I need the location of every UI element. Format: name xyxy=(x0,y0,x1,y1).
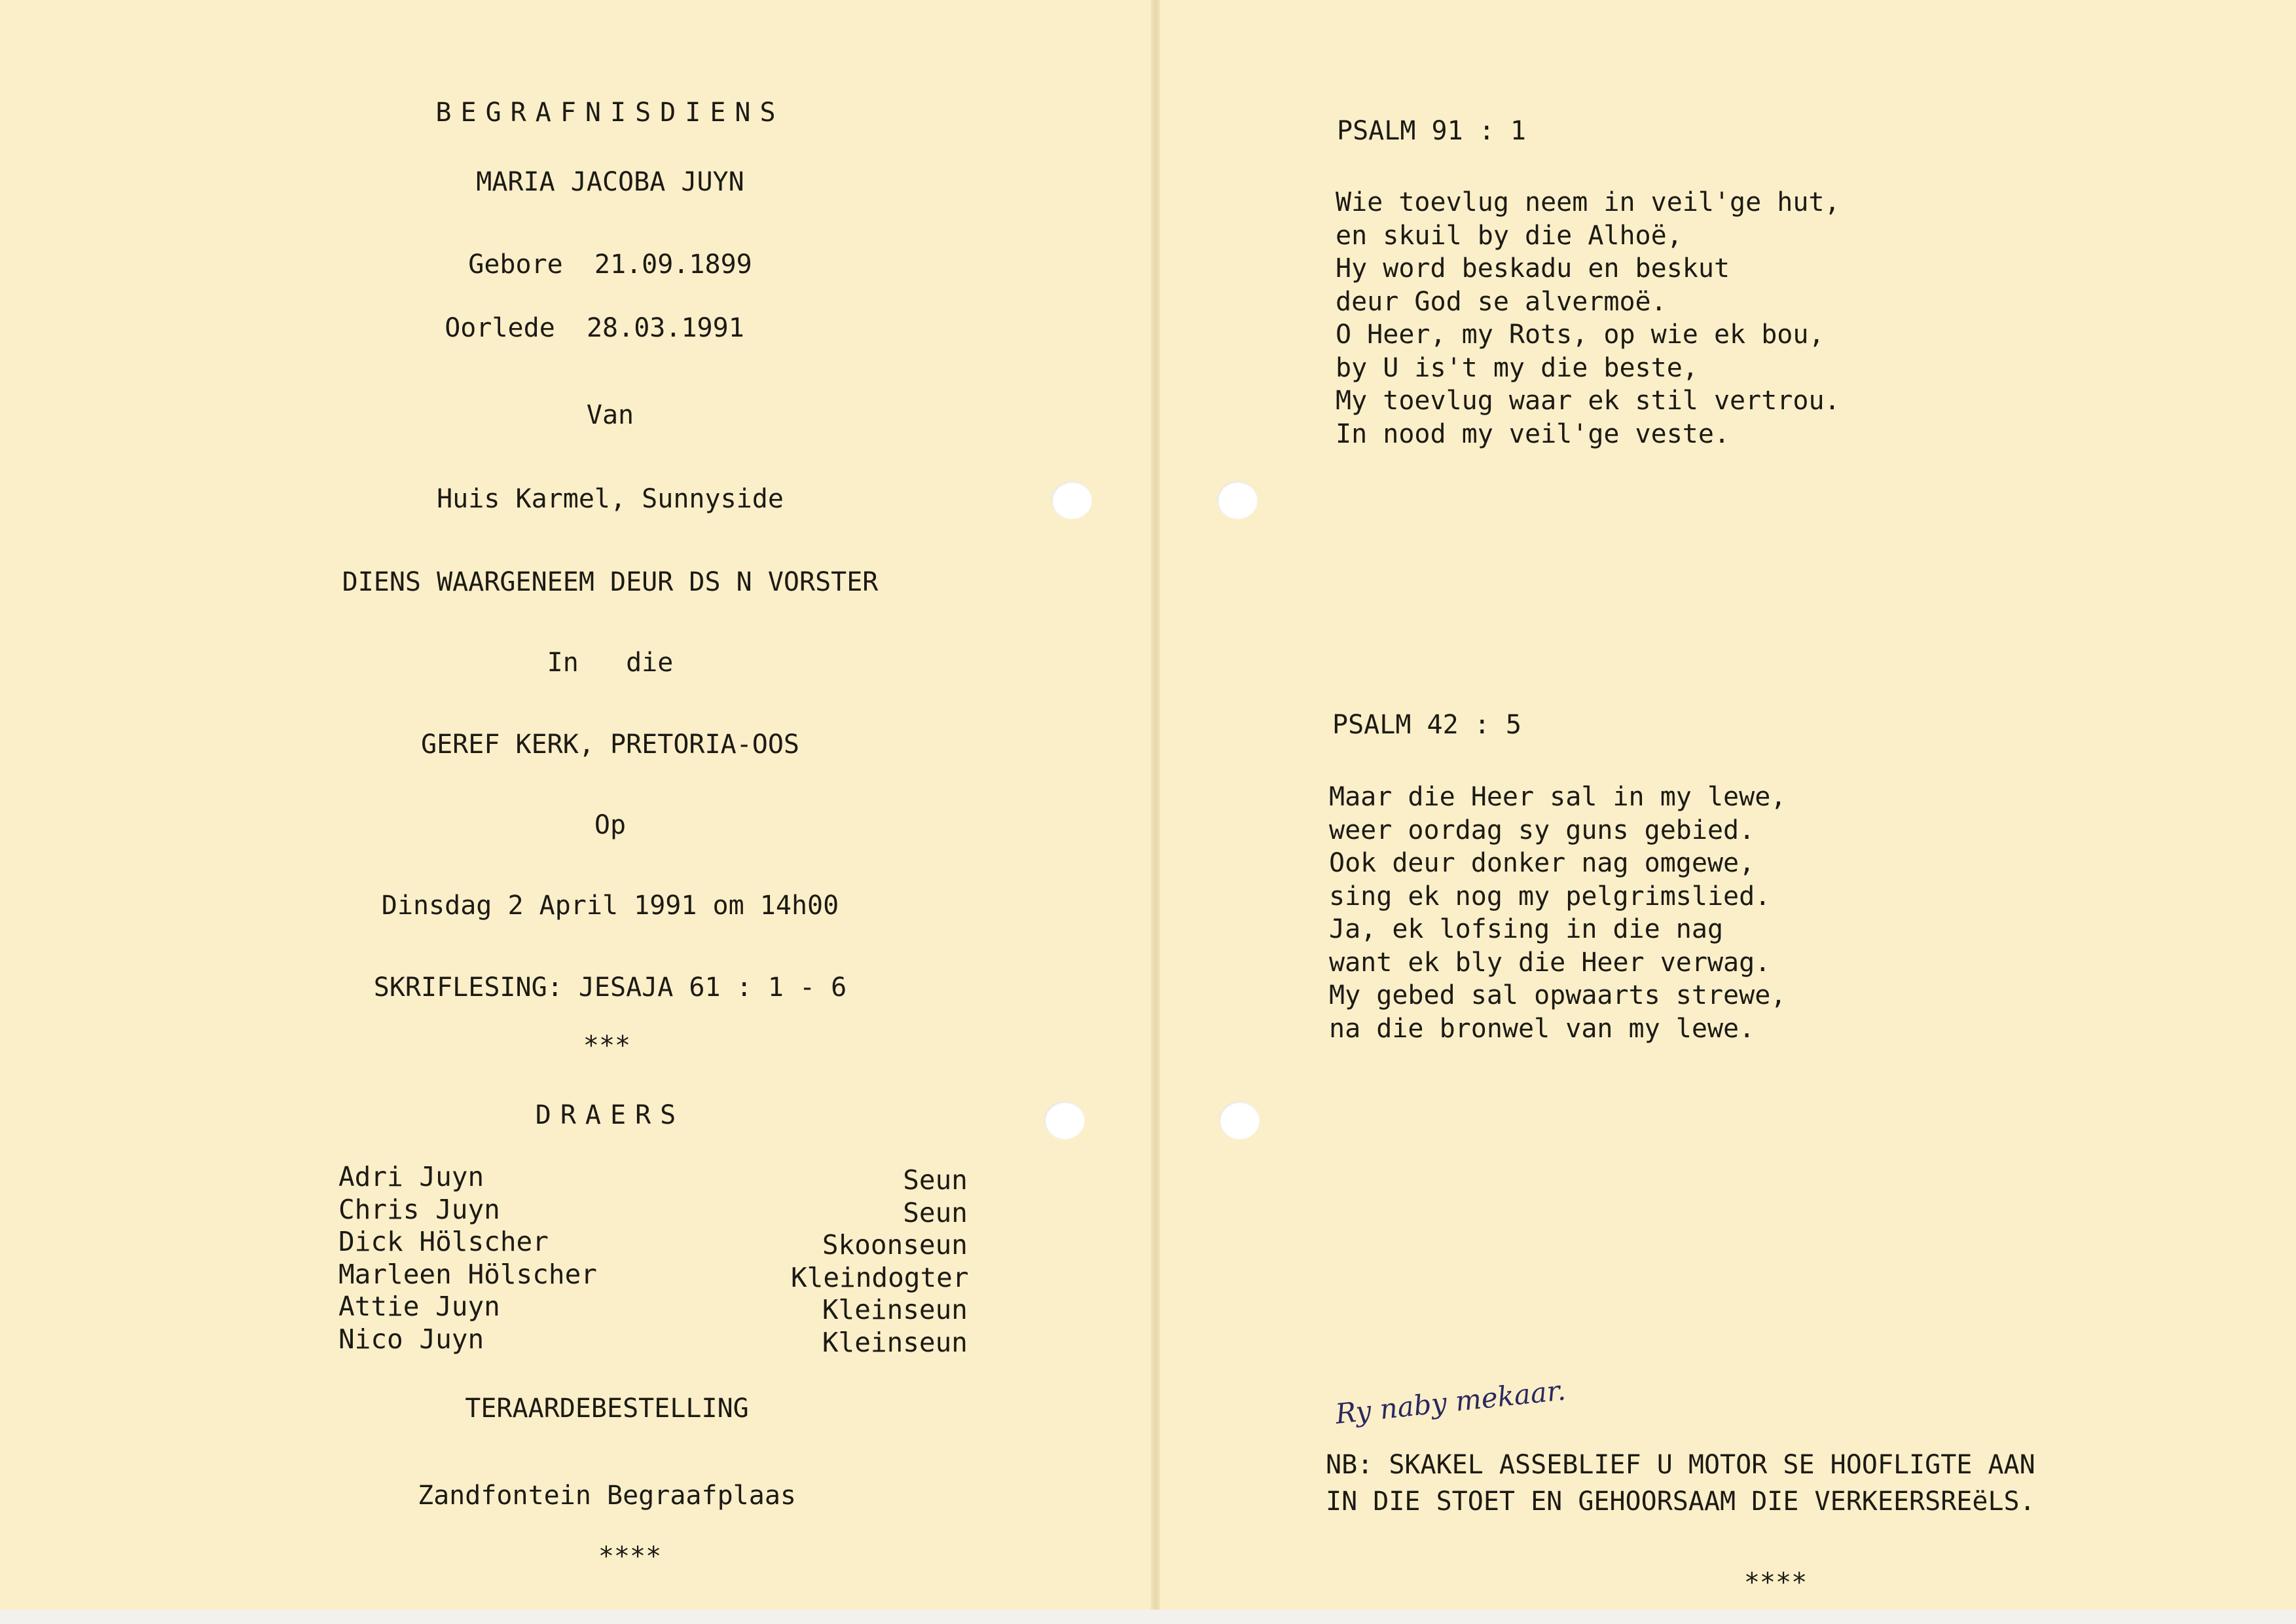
verse-line: sing ek nog my pelgrimslied. xyxy=(1329,881,1771,912)
verse-line: weer oordag sy guns gebied. xyxy=(1329,815,1755,845)
bearer-name: Chris Juyn xyxy=(338,1193,500,1225)
bearer-relation: Kleinseun xyxy=(822,1294,968,1326)
scripture-reading: SKRIFLESING: JESAJA 61 : 1 - 6 xyxy=(373,972,847,1003)
page-fold xyxy=(1151,0,1160,1611)
verse-line: Hy word beskadu en beskut xyxy=(1336,253,1730,284)
verse-line: My gebed sal opwaarts strewe, xyxy=(1329,980,1787,1010)
separator-stars: *** xyxy=(583,1031,631,1061)
punch-hole xyxy=(1217,481,1258,519)
nb-notice-line-2: IN DIE STOET EN GEHOORSAAM DIE VERKEERSREëLS. xyxy=(1326,1486,2035,1517)
bearer-relation: Kleinseun xyxy=(822,1326,968,1358)
bearer-name: Adri Juyn xyxy=(338,1161,484,1192)
in-label: In die xyxy=(547,648,674,678)
church: GEREF KERK, PRETORIA-OOS xyxy=(421,729,799,760)
verse-line: In nood my veil'ge veste. xyxy=(1336,418,1730,449)
bearers-heading: DRAERS xyxy=(535,1100,685,1130)
psalm-42-verse xyxy=(1329,781,1786,1045)
verse-line: Wie toevlug neem in veil'ge hut, xyxy=(1336,187,1840,217)
deceased-name: MARIA JACOBA JUYN xyxy=(476,167,744,197)
bearer-name: Nico Juyn xyxy=(338,1323,484,1355)
bearers-relations xyxy=(791,1164,968,1359)
service-date-time: Dinsdag 2 April 1991 om 14h00 xyxy=(381,891,839,921)
punch-hole xyxy=(1219,1101,1260,1139)
verse-line: by U is't my die beste, xyxy=(1336,352,1698,383)
burial-heading: TERAARDEBESTELLING xyxy=(465,1393,749,1424)
on-label: Op xyxy=(594,810,627,840)
bearer-relation: Seun xyxy=(903,1164,968,1196)
verse-line: deur God se alvermoë. xyxy=(1336,286,1667,317)
verse-line: want ek bly die Heer verwag. xyxy=(1329,947,1771,978)
verse-line: en skuil by die Alhoë, xyxy=(1336,220,1683,251)
bearer-relation: Skoonseun xyxy=(822,1229,968,1261)
psalm-42-title: PSALM 42 : 5 xyxy=(1332,710,1522,740)
birth-date: Gebore 21.09.1899 xyxy=(468,249,752,280)
nb-notice-line-1: NB: SKAKEL ASSEBLIEF U MOTOR SE HOOFLIGTE AAN xyxy=(1326,1450,2035,1480)
closing-stars-right: **** xyxy=(1743,1568,1808,1598)
paper-edge xyxy=(0,1610,2296,1624)
bearer-name: Dick Hölscher xyxy=(338,1226,549,1258)
psalm-91-title: PSALM 91 : 1 xyxy=(1337,116,1526,146)
death-date: Oorlede 28.03.1991 xyxy=(445,313,744,343)
punch-hole xyxy=(1044,1101,1085,1139)
bearers-names xyxy=(338,1161,597,1356)
bearer-relation: Kleindogter xyxy=(791,1261,969,1293)
left-page xyxy=(0,0,1152,1610)
bearer-relation: Seun xyxy=(903,1196,968,1228)
verse-line: Maar die Heer sal in my lewe, xyxy=(1329,782,1787,812)
handwritten-note: Ry naby mekaar. xyxy=(1334,1374,1567,1430)
officiant: DIENS WAARGENEEM DEUR DS N VORSTER xyxy=(342,567,879,597)
bearer-name: Marleen Hölscher xyxy=(338,1258,597,1290)
bearer-name: Attie Juyn xyxy=(338,1291,500,1323)
cemetery: Zandfontein Begraafplaas xyxy=(418,1481,796,1511)
verse-line: My toevlug waar ek stil vertrou. xyxy=(1336,386,1840,416)
from-label: Van xyxy=(586,400,634,430)
punch-hole xyxy=(1051,481,1092,519)
verse-line: na die bronwel van my lewe. xyxy=(1329,1013,1755,1044)
verse-line: Ja, ek lofsing in die nag xyxy=(1329,914,1724,944)
verse-line: Ook deur donker nag omgewe, xyxy=(1329,848,1755,878)
residence: Huis Karmel, Sunnyside xyxy=(437,484,784,514)
psalm-91-verse xyxy=(1336,186,1840,451)
verse-line: O Heer, my Rots, op wie ek bou, xyxy=(1336,320,1825,350)
closing-stars: **** xyxy=(598,1541,662,1572)
service-title: BEGRAFNISDIENS xyxy=(435,98,785,128)
